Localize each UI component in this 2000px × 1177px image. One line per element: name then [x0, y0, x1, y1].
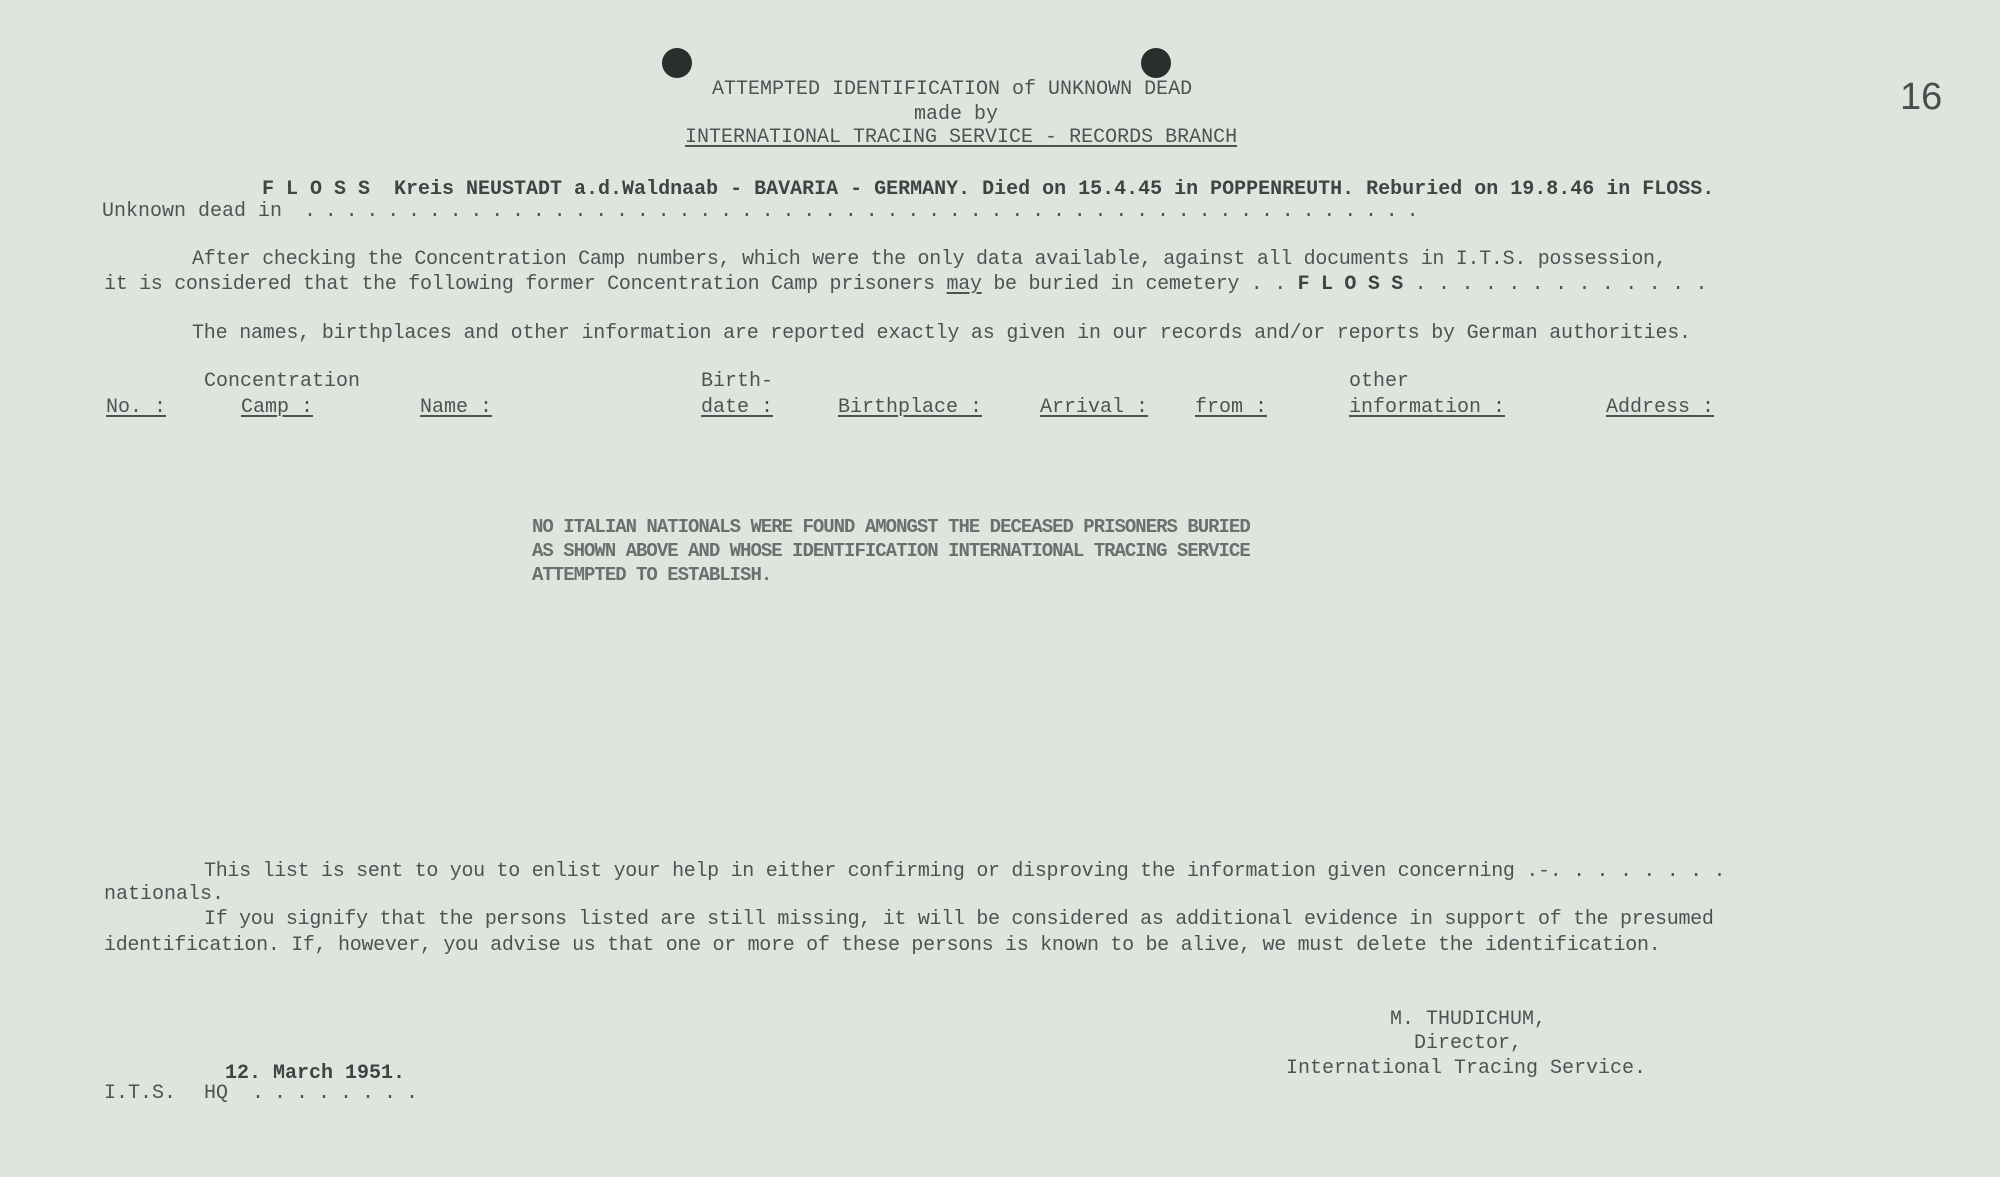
intro-line-3: The names, birthplaces and other information are reported exactly as given in our records and/or reports by German authorities.	[192, 322, 1691, 345]
signatory-name: M. THUDICHUM,	[1390, 1008, 1547, 1031]
header-made-by: made by	[914, 103, 999, 126]
column-other-information: information :	[1349, 396, 1506, 419]
column-birthplace: Birthplace :	[838, 396, 983, 419]
signatory-organization: International Tracing Service.	[1286, 1057, 1647, 1080]
column-name: Name :	[420, 396, 493, 419]
closing-line-1: This list is sent to you to enlist your help in either confirming or disproving the information given concerning .-. . . . . . . .	[204, 860, 1726, 883]
column-birthdate: date :	[701, 396, 774, 419]
column-address: Address :	[1606, 396, 1715, 419]
punch-hole-left	[662, 48, 692, 78]
signatory-title: Director,	[1414, 1032, 1523, 1055]
footer-its: I.T.S.	[104, 1082, 177, 1105]
footer-hq: HQ	[204, 1082, 229, 1105]
intro-line-2: it is considered that the following former Concentration Camp prisoners may be buried in cemetery . . F L O S S . . . . . . . . . . . . .	[104, 273, 1708, 296]
punch-hole-right	[1141, 48, 1171, 78]
column-birth-top: Birth-	[701, 370, 774, 393]
closing-line-3: If you signify that the persons listed are still missing, it will be considered as additional evidence in support of the presumed	[204, 908, 1714, 931]
column-camp: Camp :	[241, 396, 314, 419]
notice-line-3: ATTEMPTED TO ESTABLISH.	[532, 564, 772, 586]
column-no: No. :	[106, 396, 167, 419]
burial-place: F L O S S Kreis NEUSTADT a.d.Waldnaab - BAVARIA - GERMANY. Died on 15.4.45 in POPPENREUTH. Reburied on 19.8.46 in FLOSS.	[262, 178, 1715, 201]
footer-dots: . . . . . . . .	[252, 1082, 418, 1105]
intro-line-1: After checking the Concentration Camp numbers, which were the only data available, against all documents in I.T.S. possession,	[192, 248, 1667, 271]
column-camp-top: Concentration	[204, 370, 361, 393]
header-title: ATTEMPTED IDENTIFICATION of UNKNOWN DEAD	[712, 78, 1193, 101]
header-organization: INTERNATIONAL TRACING SERVICE - RECORDS BRANCH	[685, 126, 1238, 149]
column-from: from :	[1195, 396, 1268, 419]
closing-line-4: identification. If, however, you advise us that one or more of these persons is known to be alive, we must delete the identification.	[104, 934, 1661, 957]
notice-line-1: NO ITALIAN NATIONALS WERE FOUND AMONGST THE DECEASED PRISONERS BURIED	[532, 516, 1250, 538]
footer-date: 12. March 1951.	[225, 1062, 406, 1085]
column-other-top: other	[1349, 370, 1410, 393]
unknown-dead-label: Unknown dead in	[102, 200, 283, 223]
unknown-dead-dots: . . . . . . . . . . . . . . . . . . . . . . . . . . . . . . . . . . . . . . . . . . . . . . . . . . . . . .	[304, 200, 1418, 223]
column-arrival: Arrival :	[1040, 396, 1149, 419]
page-number: 16	[1900, 76, 1943, 118]
notice-line-2: AS SHOWN ABOVE AND WHOSE IDENTIFICATION INTERNATIONAL TRACING SERVICE	[532, 540, 1250, 562]
closing-line-2: nationals.	[104, 883, 225, 906]
